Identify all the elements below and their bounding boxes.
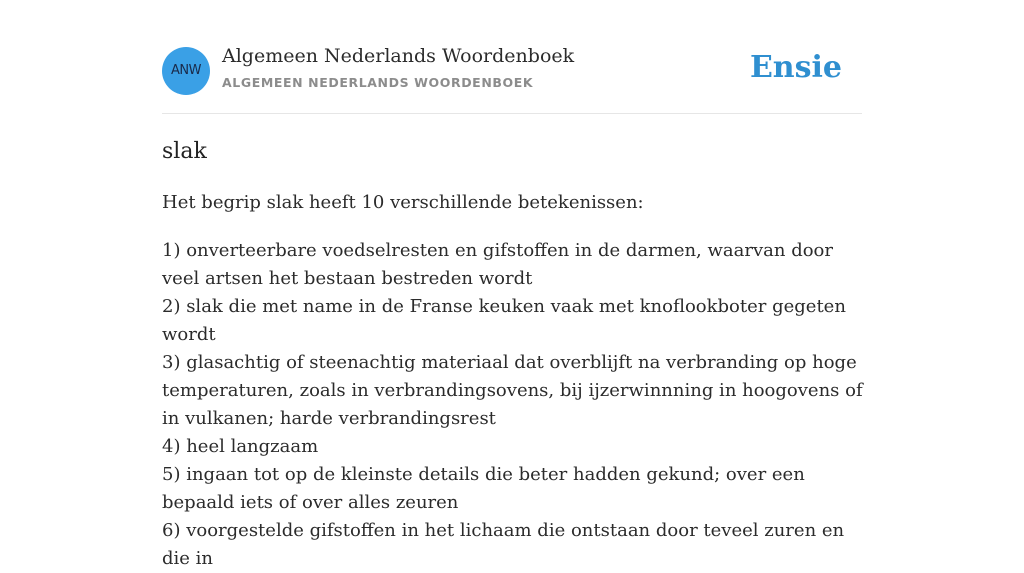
- anw-logo[interactable]: ANW: [162, 47, 210, 95]
- content-container: [162, 0, 863, 569]
- ensie-logo[interactable]: Ensie: [749, 50, 842, 85]
- meaning-item: 6) voorgestelde gifstoffen in het lichaam die ontstaan door teveel zuren en die in: [162, 520, 845, 569]
- meaning-item: 4) heel langzaam: [162, 436, 319, 457]
- source-title[interactable]: Algemeen Nederlands Woordenboek: [222, 45, 575, 67]
- meaning-item: 2) slak die met name in de Franse keuken vaak met knoflookboter gegeten wordt: [162, 296, 846, 345]
- entry-intro: Het begrip slak heeft 10 verschillende betekenissen:: [162, 192, 644, 213]
- meaning-item: 5) ingaan tot op de kleinste details die beter hadden gekund; over een bepaald iets of over alles zeuren: [162, 464, 805, 513]
- meanings-list: [162, 237, 867, 573]
- source-subtitle: ALGEMEEN NEDERLANDS WOORDENBOEK: [222, 75, 534, 90]
- meaning-item: 3) glasachtig of steenachtig materiaal dat overblijft na verbranding op hoge temperaturen, zoals in verbrandingsovens, bij ijzerwinnning in hoogovens of in vulkanen; harde verbrandingsrest: [162, 352, 863, 429]
- entry-word: slak: [162, 139, 207, 164]
- meaning-item: 1) onverteerbare voedselresten en gifstoffen in de darmen, waarvan door veel artsen het bestaan bestreden wordt: [162, 240, 833, 289]
- source-header: [162, 0, 862, 114]
